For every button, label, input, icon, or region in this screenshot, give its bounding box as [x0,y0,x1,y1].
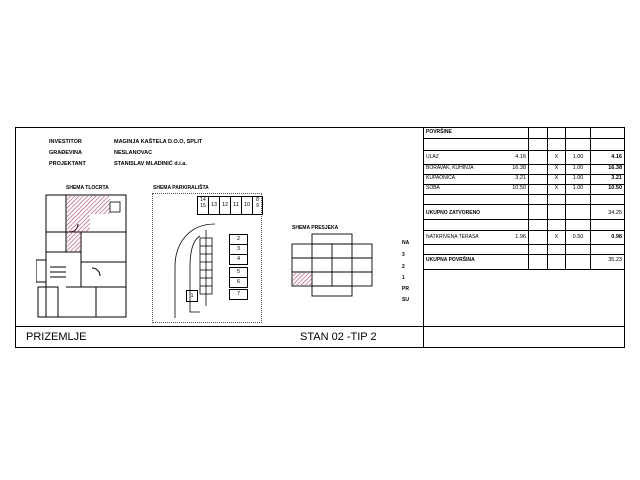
parking-space-14-15: 14 15 [197,196,209,215]
divider-right-panel [423,127,424,348]
ukupno-zatvoreno-label: UKUPNO ZATVORENO [426,210,481,216]
row-line-6 [423,204,625,205]
section-scheme [290,232,380,300]
parking-space-4: 4 [229,254,248,265]
room-area: 1.96 [515,234,526,240]
gradevina-value: NESLANOVAC [114,150,153,156]
row-line-1 [423,150,625,151]
room-x: X [554,185,559,191]
row-line-9 [423,244,625,245]
parking-space-2: 2 [229,234,248,245]
room-coef: 1.00 [572,185,584,191]
room-total: 3.21 [611,175,622,181]
col-sep-1 [528,127,529,269]
room-total: 16.38 [608,165,622,171]
parking-space-3: 3 [229,244,248,255]
room-coef: 0.50 [572,234,584,240]
room-x: X [554,154,559,160]
room-name: BORAVAK, KUHINJA [426,165,474,171]
parking-space-12: 12 [219,196,231,215]
floor-plan-sketch [36,192,132,322]
row-line-11 [423,269,625,270]
parking-space-11: 11 [230,196,242,215]
ukupna-povrsina-value: 35.23 [608,257,622,263]
level-su: SU [402,297,409,303]
parking-space-6: 6 [229,277,248,288]
room-total: 10.50 [608,185,622,191]
room-area: 10.50 [512,185,526,191]
room-x: X [554,165,559,171]
level-1: 1 [402,275,405,281]
gradevina-label: GRAĐEVINA [49,150,83,156]
shema-presjeka-title: SHEMA PRESJEKA [292,225,339,231]
investitor-value: MAGINJA KAŠTELA D.O.O, SPLIT [114,139,203,145]
ukupna-povrsina-label: UKUPNA POVRŠINA [426,257,475,263]
room-name: NATKRIVENA TERASA [426,234,479,240]
row-line-5 [423,194,625,195]
room-name: ULAZ [426,154,439,160]
room-area: 16.38 [512,165,526,171]
level-na: NA [402,240,410,246]
investitor-label: INVESTITOR [49,139,82,145]
ukupno-zatvoreno-value: 34.25 [608,210,622,216]
projektant-label: PROJEKTANT [49,161,86,167]
room-total: 0.98 [611,234,622,240]
room-area: 4.16 [515,154,526,160]
row-line-10 [423,254,625,255]
parking-space-8-9: 8 9 [252,196,263,215]
parking-space-7: 7 [229,289,248,300]
room-x: X [554,234,559,240]
room-coef: 1.00 [572,154,584,160]
col-sep-4 [590,127,591,269]
col-sep-2 [547,127,548,269]
level-2: 2 [402,264,405,270]
room-x: X [554,175,559,181]
row-line-7 [423,219,625,220]
room-name: KUPAONICA [426,175,456,181]
divider-footer [15,326,625,327]
parking-space-10: 10 [241,196,253,215]
areas-title: POVRŠINE [426,129,452,135]
row-line-0 [423,138,625,139]
floor-title: PRIZEMLJE [26,331,87,343]
level-pr: PR [402,286,409,292]
row-line-8 [423,230,625,231]
projektant-value: STANISLAV MLADINIĆ d.i.a. [114,161,187,167]
room-coef: 1.00 [572,175,584,181]
parking-space-1: 1 [186,290,198,302]
level-3: 3 [402,252,405,258]
parking-space-13: 13 [208,196,220,215]
room-coef: 1.00 [572,165,584,171]
room-name: SOBA [426,185,440,191]
room-total: 4.16 [611,154,622,160]
unit-title: STAN 02 -TIP 2 [300,331,377,343]
room-area: 3.21 [515,175,526,181]
shema-parkiralista-title: SHEMA PARKIRALIŠTA [153,185,209,191]
parking-space-5: 5 [229,267,248,278]
col-sep-3 [565,127,566,269]
parking-spaces-left [198,236,214,296]
shema-tlocrta-title: SHEMA TLOCRTA [66,185,109,191]
